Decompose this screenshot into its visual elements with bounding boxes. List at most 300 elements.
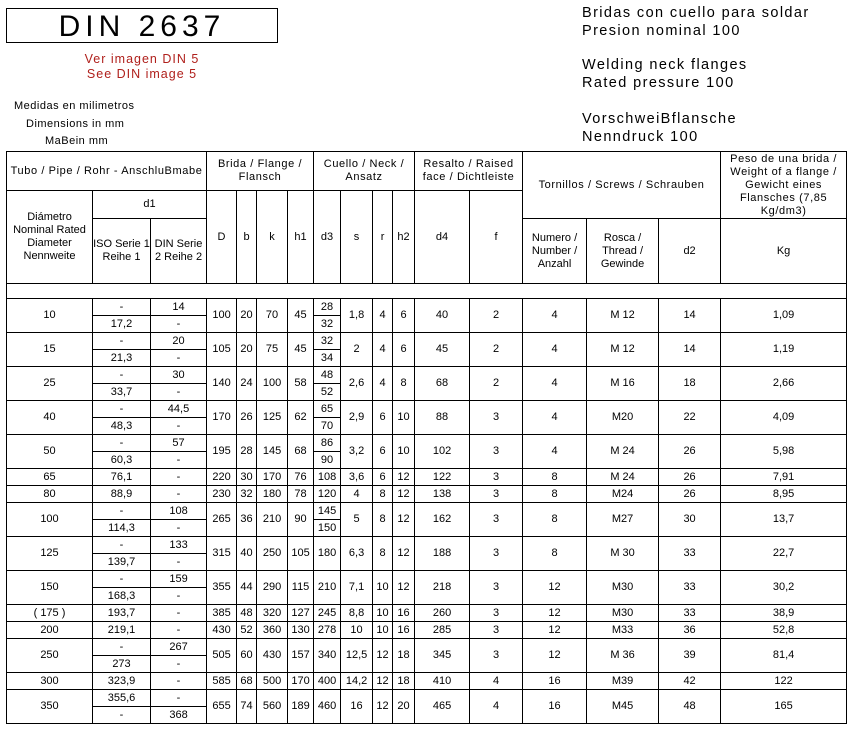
cell-f: 3 (470, 622, 523, 639)
cell-f: 3 (470, 469, 523, 486)
cell-r: 10 (373, 622, 393, 639)
header-tubo: Tubo / Pipe / Rohr - AnschluBmabe (7, 152, 207, 191)
cell-f: 2 (470, 333, 523, 367)
flange-dimensions-table (6, 151, 847, 724)
cell-h1: 62 (288, 401, 314, 435)
cell-k: 100 (257, 367, 288, 401)
cell-s: 2 (341, 333, 373, 367)
cell-d2: 33 (659, 605, 721, 622)
table-row (7, 537, 847, 554)
cell-r: 12 (373, 690, 393, 724)
header-r: r (373, 191, 393, 284)
cell-d3: 65 (314, 401, 341, 418)
cell-din: 267 (151, 639, 207, 656)
cell-h1: 157 (288, 639, 314, 673)
cell-d4: 218 (415, 571, 470, 605)
spacer-cell (7, 284, 847, 299)
cell-d4: 138 (415, 486, 470, 503)
cell-kg: 122 (721, 673, 847, 690)
cell-h1: 90 (288, 503, 314, 537)
cell-h2: 12 (393, 537, 415, 571)
units-en: Dimensions in mm (26, 118, 125, 130)
cell-d4: 122 (415, 469, 470, 486)
units-es: Medidas en milimetros (14, 100, 135, 112)
units-de: MaBein mm (45, 135, 109, 147)
cell-d3: 278 (314, 622, 341, 639)
cell-din: - (151, 418, 207, 435)
cell-d4: 45 (415, 333, 470, 367)
cell-f: 4 (470, 690, 523, 724)
cell-d4: 162 (415, 503, 470, 537)
cell-rosca: M39 (587, 673, 659, 690)
cell-k: 360 (257, 622, 288, 639)
cell-s: 3,2 (341, 435, 373, 469)
cell-rosca: M20 (587, 401, 659, 435)
header-tornillos: Tornillos / Screws / Schrauben (523, 152, 721, 219)
cell-kg: 1,19 (721, 333, 847, 367)
cell-iso: 114,3 (93, 520, 151, 537)
cell-d2: 33 (659, 571, 721, 605)
cell-s: 10 (341, 622, 373, 639)
cell-d3: 34 (314, 350, 341, 367)
table-row (7, 622, 847, 639)
cell-h1: 78 (288, 486, 314, 503)
cell-h1: 58 (288, 367, 314, 401)
cell-dn: 15 (7, 333, 93, 367)
title-es-line1: Bridas con cuello para soldar (582, 5, 810, 21)
cell-h2: 16 (393, 622, 415, 639)
cell-h2: 10 (393, 435, 415, 469)
cell-iso: - (93, 537, 151, 554)
cell-k: 290 (257, 571, 288, 605)
table-row (7, 639, 847, 656)
cell-h2: 10 (393, 401, 415, 435)
cell-r: 8 (373, 537, 393, 571)
cell-numero: 8 (523, 486, 587, 503)
header-d2: d2 (659, 219, 721, 284)
cell-rosca: M 36 (587, 639, 659, 673)
cell-din: 159 (151, 571, 207, 588)
cell-din: 57 (151, 435, 207, 452)
cell-kg: 8,95 (721, 486, 847, 503)
cell-numero: 16 (523, 690, 587, 724)
cell-d3: 150 (314, 520, 341, 537)
cell-iso: 355,6 (93, 690, 151, 707)
cell-d3: 52 (314, 384, 341, 401)
cell-iso: 219,1 (93, 622, 151, 639)
title-es-line2: Presion nominal 100 (582, 23, 741, 39)
cell-din: - (151, 384, 207, 401)
cell-h1: 115 (288, 571, 314, 605)
cell-D: 430 (207, 622, 237, 639)
cell-d2: 42 (659, 673, 721, 690)
cell-d3: 120 (314, 486, 341, 503)
cell-iso: 21,3 (93, 350, 151, 367)
cell-d4: 68 (415, 367, 470, 401)
cell-din: 44,5 (151, 401, 207, 418)
image-reference-en: See DIN image 5 (86, 67, 198, 81)
cell-dn: 100 (7, 503, 93, 537)
cell-d3: 70 (314, 418, 341, 435)
cell-dn: 200 (7, 622, 93, 639)
cell-d2: 30 (659, 503, 721, 537)
cell-b: 20 (237, 299, 257, 333)
cell-iso: 33,7 (93, 384, 151, 401)
cell-kg: 52,8 (721, 622, 847, 639)
cell-rosca: M30 (587, 605, 659, 622)
cell-numero: 4 (523, 333, 587, 367)
header-D: D (207, 191, 237, 284)
cell-b: 40 (237, 537, 257, 571)
cell-d4: 465 (415, 690, 470, 724)
cell-r: 10 (373, 605, 393, 622)
cell-rosca: M24 (587, 486, 659, 503)
cell-b: 28 (237, 435, 257, 469)
header-spacer-row (7, 284, 847, 299)
header-numero: Numero / Number / Anzahl (523, 219, 587, 284)
cell-numero: 8 (523, 469, 587, 486)
cell-d3: 32 (314, 316, 341, 333)
cell-din: - (151, 605, 207, 622)
header-h2: h2 (393, 191, 415, 284)
header-kg: Kg (721, 219, 847, 284)
table-row (7, 503, 847, 520)
cell-dn: ( 175 ) (7, 605, 93, 622)
header-diametro: Diámetro Nominal Rated Diameter Nennweite (7, 191, 93, 284)
cell-d4: 88 (415, 401, 470, 435)
cell-numero: 12 (523, 639, 587, 673)
cell-iso: 193,7 (93, 605, 151, 622)
header-rosca: Rosca / Thread / Gewinde (587, 219, 659, 284)
cell-d3: 340 (314, 639, 341, 673)
cell-h2: 12 (393, 469, 415, 486)
cell-iso: 76,1 (93, 469, 151, 486)
cell-r: 10 (373, 571, 393, 605)
cell-kg: 22,7 (721, 537, 847, 571)
cell-dn: 250 (7, 639, 93, 673)
cell-iso: 17,2 (93, 316, 151, 333)
cell-numero: 8 (523, 537, 587, 571)
table-row (7, 469, 847, 486)
cell-r: 8 (373, 503, 393, 537)
cell-d4: 410 (415, 673, 470, 690)
header-brida: Brida / Flange / Flansch (207, 152, 314, 191)
cell-s: 6,3 (341, 537, 373, 571)
cell-din: 368 (151, 707, 207, 724)
cell-iso: - (93, 503, 151, 520)
cell-d3: 460 (314, 690, 341, 724)
header-d4: d4 (415, 191, 470, 284)
header-b: b (237, 191, 257, 284)
cell-din: 20 (151, 333, 207, 350)
cell-h2: 18 (393, 639, 415, 673)
cell-numero: 12 (523, 622, 587, 639)
cell-D: 315 (207, 537, 237, 571)
cell-f: 2 (470, 299, 523, 333)
cell-d4: 260 (415, 605, 470, 622)
cell-k: 320 (257, 605, 288, 622)
cell-s: 16 (341, 690, 373, 724)
cell-iso: - (93, 707, 151, 724)
cell-h2: 16 (393, 605, 415, 622)
cell-numero: 12 (523, 571, 587, 605)
cell-s: 2,6 (341, 367, 373, 401)
cell-din: - (151, 673, 207, 690)
header-cuello: Cuello / Neck / Ansatz (314, 152, 415, 191)
cell-D: 655 (207, 690, 237, 724)
cell-kg: 5,98 (721, 435, 847, 469)
cell-d2: 33 (659, 537, 721, 571)
cell-rosca: M45 (587, 690, 659, 724)
cell-b: 20 (237, 333, 257, 367)
cell-D: 230 (207, 486, 237, 503)
cell-h1: 76 (288, 469, 314, 486)
cell-din: - (151, 486, 207, 503)
title-en (582, 56, 748, 92)
cell-din: 14 (151, 299, 207, 316)
cell-k: 75 (257, 333, 288, 367)
cell-s: 12,5 (341, 639, 373, 673)
cell-s: 8,8 (341, 605, 373, 622)
header-h1: h1 (288, 191, 314, 284)
header-s: s (341, 191, 373, 284)
title-de (582, 110, 737, 146)
cell-d4: 188 (415, 537, 470, 571)
cell-dn: 50 (7, 435, 93, 469)
cell-dn: 10 (7, 299, 93, 333)
table-row (7, 571, 847, 588)
cell-din: - (151, 452, 207, 469)
cell-s: 5 (341, 503, 373, 537)
cell-iso: 168,3 (93, 588, 151, 605)
table-row (7, 673, 847, 690)
cell-r: 12 (373, 673, 393, 690)
cell-numero: 16 (523, 673, 587, 690)
cell-iso: - (93, 435, 151, 452)
cell-iso: 88,9 (93, 486, 151, 503)
table-row (7, 367, 847, 384)
title-es (582, 4, 810, 40)
title-en-line1: Welding neck flanges (582, 57, 748, 73)
cell-f: 4 (470, 673, 523, 690)
cell-b: 52 (237, 622, 257, 639)
header-d3: d3 (314, 191, 341, 284)
header-peso: Peso de una brida / Weight of a flange / Gewicht eines Flansches (7,85 Kg/dm3) (721, 152, 847, 219)
table-row (7, 605, 847, 622)
cell-kg: 1,09 (721, 299, 847, 333)
cell-rosca: M27 (587, 503, 659, 537)
cell-d3: 90 (314, 452, 341, 469)
cell-d3: 145 (314, 503, 341, 520)
cell-r: 6 (373, 435, 393, 469)
cell-h2: 6 (393, 333, 415, 367)
cell-d4: 345 (415, 639, 470, 673)
cell-d4: 102 (415, 435, 470, 469)
cell-k: 250 (257, 537, 288, 571)
table-row (7, 690, 847, 707)
cell-s: 3,6 (341, 469, 373, 486)
cell-dn: 125 (7, 537, 93, 571)
cell-r: 6 (373, 469, 393, 486)
cell-b: 68 (237, 673, 257, 690)
cell-b: 24 (237, 367, 257, 401)
cell-h1: 130 (288, 622, 314, 639)
cell-D: 385 (207, 605, 237, 622)
cell-d2: 14 (659, 299, 721, 333)
cell-kg: 81,4 (721, 639, 847, 673)
cell-d4: 40 (415, 299, 470, 333)
cell-h2: 12 (393, 571, 415, 605)
cell-f: 3 (470, 486, 523, 503)
cell-s: 2,9 (341, 401, 373, 435)
cell-h2: 12 (393, 486, 415, 503)
cell-s: 7,1 (341, 571, 373, 605)
cell-D: 170 (207, 401, 237, 435)
cell-h1: 45 (288, 299, 314, 333)
cell-D: 585 (207, 673, 237, 690)
cell-d2: 26 (659, 435, 721, 469)
cell-h1: 189 (288, 690, 314, 724)
cell-s: 4 (341, 486, 373, 503)
cell-iso: 48,3 (93, 418, 151, 435)
table-row (7, 401, 847, 418)
cell-numero: 4 (523, 401, 587, 435)
cell-iso: 323,9 (93, 673, 151, 690)
cell-d3: 48 (314, 367, 341, 384)
cell-din: - (151, 656, 207, 673)
table-row (7, 299, 847, 316)
cell-din: - (151, 622, 207, 639)
cell-d2: 22 (659, 401, 721, 435)
cell-din: - (151, 588, 207, 605)
cell-D: 140 (207, 367, 237, 401)
cell-dn: 40 (7, 401, 93, 435)
cell-d3: 245 (314, 605, 341, 622)
cell-dn: 150 (7, 571, 93, 605)
cell-iso: - (93, 639, 151, 656)
cell-numero: 4 (523, 435, 587, 469)
cell-r: 4 (373, 367, 393, 401)
cell-iso: - (93, 571, 151, 588)
cell-d2: 26 (659, 486, 721, 503)
cell-D: 100 (207, 299, 237, 333)
cell-kg: 2,66 (721, 367, 847, 401)
cell-rosca: M 24 (587, 469, 659, 486)
cell-r: 8 (373, 486, 393, 503)
cell-d2: 14 (659, 333, 721, 367)
header-d1: d1 (93, 191, 207, 219)
header-iso: ISO Serie 1 Reihe 1 (93, 219, 151, 284)
cell-k: 430 (257, 639, 288, 673)
cell-d3: 32 (314, 333, 341, 350)
cell-k: 560 (257, 690, 288, 724)
cell-h1: 170 (288, 673, 314, 690)
cell-h1: 127 (288, 605, 314, 622)
cell-iso: - (93, 333, 151, 350)
header-k: k (257, 191, 288, 284)
cell-b: 48 (237, 605, 257, 622)
cell-b: 30 (237, 469, 257, 486)
cell-din: - (151, 690, 207, 707)
cell-din: 30 (151, 367, 207, 384)
cell-iso: - (93, 401, 151, 418)
cell-D: 105 (207, 333, 237, 367)
cell-k: 500 (257, 673, 288, 690)
cell-dn: 300 (7, 673, 93, 690)
cell-f: 3 (470, 401, 523, 435)
cell-D: 220 (207, 469, 237, 486)
title-de-line1: VorschweiBflansche (582, 111, 737, 127)
image-reference-es: Ver imagen DIN 5 (84, 52, 200, 66)
cell-k: 170 (257, 469, 288, 486)
cell-din: - (151, 554, 207, 571)
cell-d2: 39 (659, 639, 721, 673)
cell-rosca: M 16 (587, 367, 659, 401)
cell-b: 44 (237, 571, 257, 605)
cell-kg: 165 (721, 690, 847, 724)
cell-numero: 4 (523, 299, 587, 333)
cell-numero: 12 (523, 605, 587, 622)
cell-r: 4 (373, 333, 393, 367)
cell-f: 3 (470, 537, 523, 571)
cell-k: 210 (257, 503, 288, 537)
cell-h2: 8 (393, 367, 415, 401)
cell-h1: 68 (288, 435, 314, 469)
cell-s: 14,2 (341, 673, 373, 690)
cell-din: - (151, 350, 207, 367)
cell-iso: - (93, 367, 151, 384)
cell-d2: 26 (659, 469, 721, 486)
document-title: DIN 2637 (6, 8, 278, 43)
table-row (7, 333, 847, 350)
cell-b: 26 (237, 401, 257, 435)
table-row (7, 435, 847, 452)
cell-iso: 60,3 (93, 452, 151, 469)
cell-iso: 139,7 (93, 554, 151, 571)
header-f: f (470, 191, 523, 284)
cell-din: 133 (151, 537, 207, 554)
cell-din: - (151, 316, 207, 333)
cell-dn: 80 (7, 486, 93, 503)
cell-d3: 400 (314, 673, 341, 690)
cell-D: 265 (207, 503, 237, 537)
header-resalto: Resalto / Raised face / Dichtleiste (415, 152, 523, 191)
cell-h2: 6 (393, 299, 415, 333)
cell-d3: 86 (314, 435, 341, 452)
cell-rosca: M 30 (587, 537, 659, 571)
cell-d2: 48 (659, 690, 721, 724)
table-row (7, 486, 847, 503)
cell-rosca: M33 (587, 622, 659, 639)
cell-kg: 7,91 (721, 469, 847, 486)
cell-rosca: M30 (587, 571, 659, 605)
cell-D: 355 (207, 571, 237, 605)
cell-d3: 210 (314, 571, 341, 605)
cell-numero: 8 (523, 503, 587, 537)
cell-f: 2 (470, 367, 523, 401)
cell-dn: 25 (7, 367, 93, 401)
cell-din: - (151, 520, 207, 537)
cell-h2: 18 (393, 673, 415, 690)
cell-d2: 36 (659, 622, 721, 639)
cell-r: 6 (373, 401, 393, 435)
cell-dn: 65 (7, 469, 93, 486)
cell-d4: 285 (415, 622, 470, 639)
cell-k: 125 (257, 401, 288, 435)
cell-b: 36 (237, 503, 257, 537)
cell-iso: 273 (93, 656, 151, 673)
cell-D: 195 (207, 435, 237, 469)
